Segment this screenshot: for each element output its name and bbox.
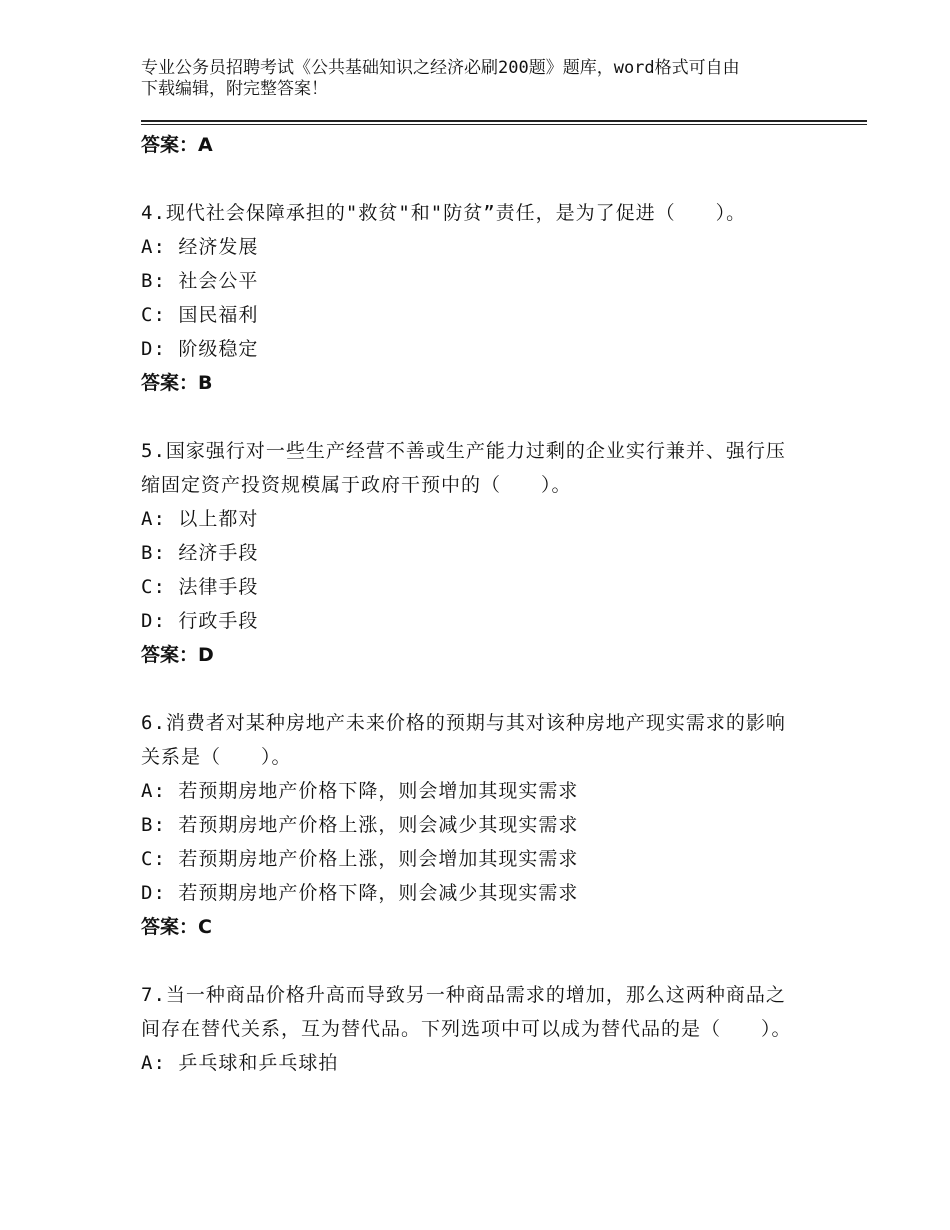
option-c: C: 若预期房地产价格上涨，则会增加其现实需求 [141,848,579,870]
option-c: C: 法律手段 [141,576,259,598]
header-line-2: 下载编辑，附完整答案！ [141,79,328,99]
option-d: D: 行政手段 [141,610,259,632]
option-a: A: 经济发展 [141,236,259,258]
question-text: 6.消费者对某种房地产未来价格的预期与其对该种房地产现实需求的影响关系是（ ）。 [141,712,786,768]
page-header [141,58,801,100]
header-line-1: 专业公务员招聘考试《公共基础知识之经济必刷200题》题库，word格式可自由 [141,58,740,78]
option-d: D: 若预期房地产价格下降，则会减少其现实需求 [141,882,579,904]
question-text: 7.当一种商品价格升高而导致另一种商品需求的增加，那么这两种商品之间存在替代关系，互为替代品。下列选项中可以成为替代品的是（ ）。 [141,984,792,1040]
answer-line: 答案：B [141,372,213,394]
question-list [141,128,801,1080]
option-b: B: 经济手段 [141,542,259,564]
spacer [141,672,801,706]
option-a: A: 乒乓球和乒乓球拍 [141,1052,339,1074]
answer-line: 答案：C [141,916,212,938]
option-c: C: 国民福利 [141,304,259,326]
spacer [141,162,801,196]
option-b: B: 社会公平 [141,270,259,292]
option-b: B: 若预期房地产价格上涨，则会减少其现实需求 [141,814,579,836]
spacer [141,400,801,434]
spacer [141,944,801,978]
header-divider-thick [141,120,867,122]
option-a: A: 以上都对 [141,508,259,530]
option-a: A: 若预期房地产价格下降，则会增加其现实需求 [141,780,579,802]
option-d: D: 阶级稳定 [141,338,259,360]
question-text: 5.国家强行对一些生产经营不善或生产能力过剩的企业实行兼并、强行压缩固定资产投资规模属于政府干预中的（ ）。 [141,440,786,496]
answer-line: 答案：A [141,134,213,156]
question-text: 4.现代社会保障承担的"救贫"和"防贫”责任，是为了促进（ ）。 [141,202,747,224]
header-divider-thin [141,124,867,125]
answer-line: 答案：D [141,644,214,666]
